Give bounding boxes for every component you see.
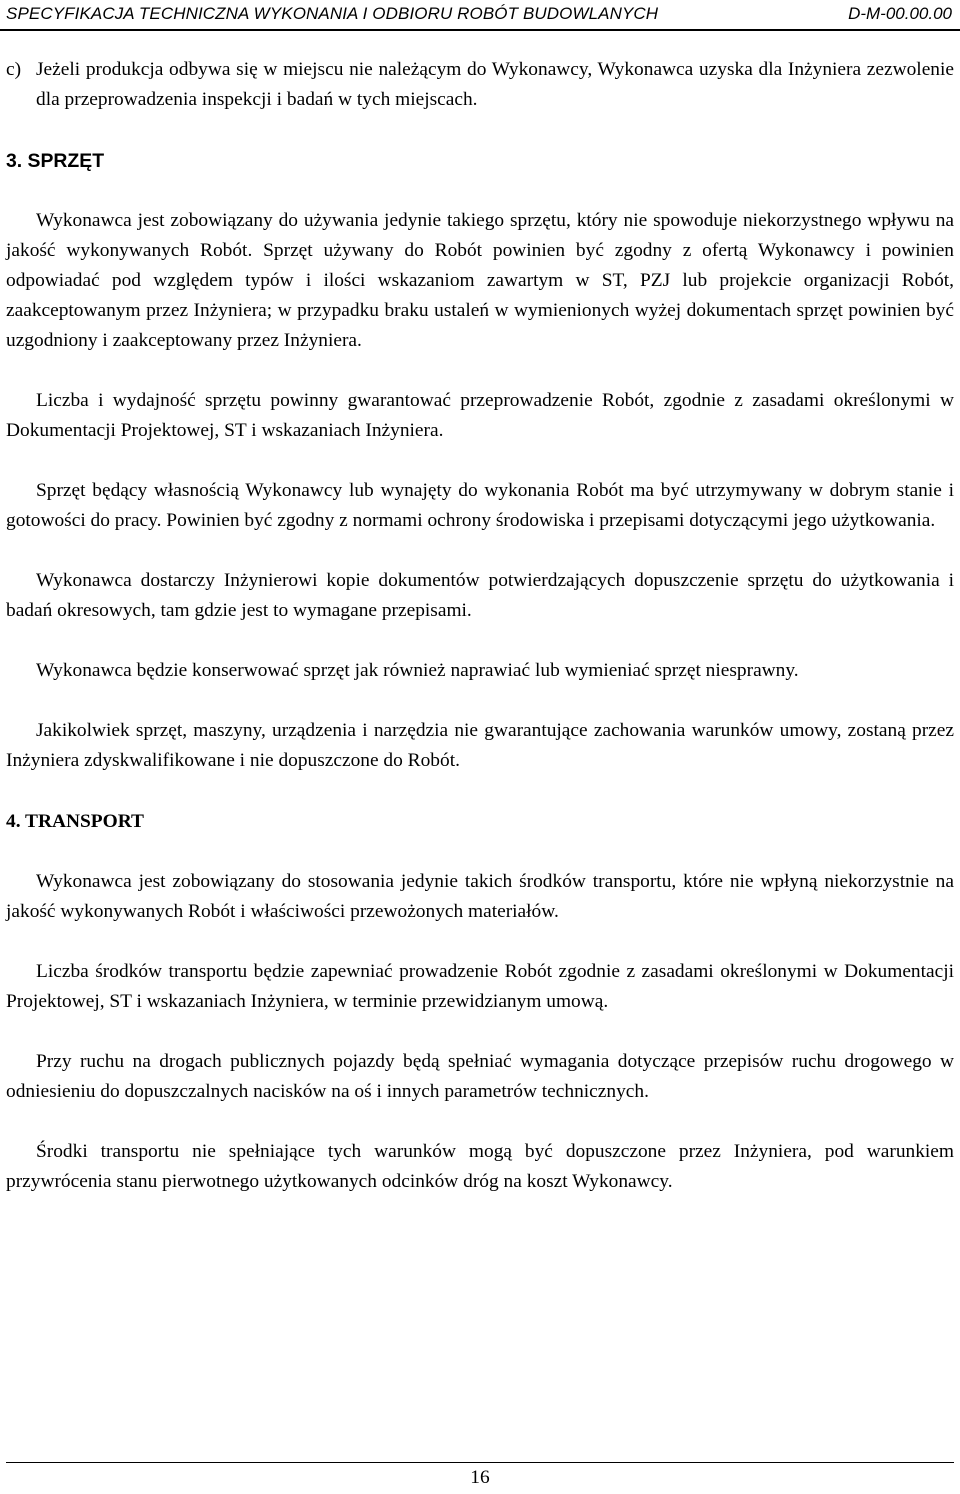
section-heading-equipment: 3. SPRZĘT <box>6 150 105 172</box>
document-title: SPECYFIKACJA TECHNICZNA WYKONANIA I ODBIORU ROBÓT BUDOWLANYCH <box>6 4 659 23</box>
page-number: 16 <box>470 1467 490 1488</box>
paragraph: Jakikolwiek sprzęt, maszyny, urządzenia i narzędzia nie gwarantujące zachowania warunków umowy, zostaną przez Inżyniera zdyskwalifikowane i nie dopuszczone do Robót. <box>6 720 954 771</box>
document-code: D-M-00.00.00 <box>848 4 952 23</box>
list-marker: c) <box>6 59 22 80</box>
header-rule <box>0 29 960 31</box>
list-item-c <box>6 55 954 115</box>
section-transport <box>6 867 954 1197</box>
paragraph: Przy ruchu na drogach publicznych pojazdy będą spełniać wymagania dotyczące przepisów ruchu drogowego w odniesieniu do dopuszczalnych nacisków na oś i innych parametrów technicznych. <box>6 1051 954 1102</box>
section-equipment <box>6 206 954 776</box>
paragraph: Liczba i wydajność sprzętu powinny gwarantować przeprowadzenie Robót, zgodnie z zasadami określonymi w Dokumentacji Projektowej, ST i wskazaniach Inżyniera. <box>6 390 954 441</box>
paragraph: Wykonawca dostarczy Inżynierowi kopie dokumentów potwierdzających dopuszczenie sprzętu do użytkowania i badań okresowych, tam gdzie jest to wymagane przepisami. <box>6 570 954 621</box>
paragraph: Liczba środków transportu będzie zapewniać prowadzenie Robót zgodnie z zasadami określonymi w Dokumentacji Projektowej, ST i wskazaniach Inżyniera, w terminie przewidzianym umową. <box>6 961 954 1012</box>
document-body <box>6 55 954 1197</box>
paragraph: Wykonawca jest zobowiązany do używania jedynie takiego sprzętu, który nie spowoduje niekorzystnego wpływu na jakość wykonywanych Robót. Sprzęt używany do Robót powinien być zgodny z ofertą Wykonawcy i powinien odpowiadać pod względem typów i ilości wskazaniom zawartym w ST, PZJ lub projekcie organizacji Robót, zaakceptowanym przez Inżyniera; w przypadku braku ustaleń w wymienionych wyżej dokumentach sprzęt powinien być uzgodniony i zaakceptowany przez Inżyniera. <box>6 210 954 351</box>
section-heading-transport: 4. TRANSPORT <box>6 811 144 832</box>
footer-rule <box>6 1462 954 1463</box>
paragraph: Wykonawca jest zobowiązany do stosowania jedynie takich środków transportu, które nie wpłyną niekorzystnie na jakość wykonywanych Robót i właściwości przewożonych materiałów. <box>6 871 954 922</box>
paragraph: Wykonawca będzie konserwować sprzęt jak również naprawiać lub wymieniać sprzęt niesprawny. <box>36 660 799 681</box>
page-header <box>0 0 960 34</box>
paragraph: Środki transportu nie spełniające tych warunków mogą być dopuszczone przez Inżyniera, pod warunkiem przywrócenia stanu pierwotnego użytkowanych odcinków dróg na koszt Wykonawcy. <box>6 1141 954 1192</box>
list-item-text: Jeżeli produkcja odbywa się w miejscu nie należącym do Wykonawcy, Wykonawca uzyska dla Inżyniera zezwolenie dla przeprowadzenia inspekcji i badań w tych miejscach. <box>36 59 954 110</box>
paragraph: Sprzęt będący własnością Wykonawcy lub wynajęty do wykonania Robót ma być utrzymywany w dobrym stanie i gotowości do pracy. Powinien być zgodny z normami ochrony środowiska i przepisami dotyczącymi jego użytkowania. <box>6 480 954 531</box>
